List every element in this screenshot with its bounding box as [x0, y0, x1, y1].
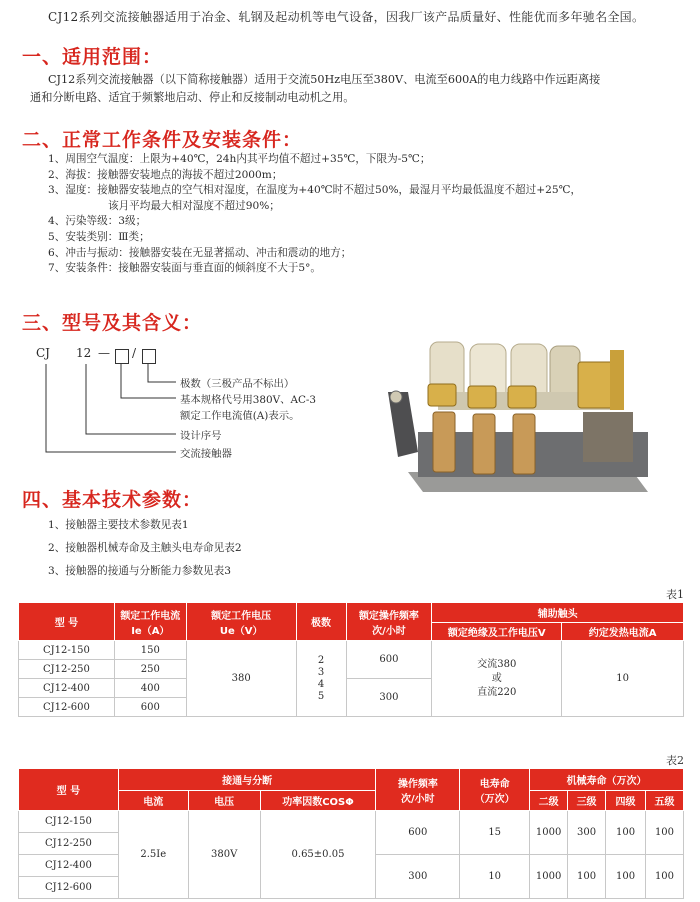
t2-header-elife-line2: （万次） — [474, 793, 515, 805]
intro-text: CJ12系列交流接触器适用于冶金、轧钢及起动机等电气设备，因我厂该产品质量好、性能优而多年驰名全国。 — [48, 10, 645, 24]
t1-header-poles: 极数 — [296, 603, 346, 641]
t1-model: CJ12-600 — [19, 698, 115, 717]
model-designation-diagram — [36, 342, 366, 467]
ac-contactor-label: 交流接触器 — [180, 448, 232, 460]
table1-label: 表1 — [666, 588, 684, 601]
section1-line-1: CJ12系列交流接触器（以下简称接触器）适用于交流50Hz电压至380V、电流至600A的电力线路中作远距离接 — [48, 73, 601, 86]
t1-pole: 2 — [317, 654, 325, 666]
t1-voltage: 380 — [186, 641, 296, 717]
t2-header-freq — [376, 769, 460, 811]
section3-title: 三、型号及其含义： — [22, 312, 203, 334]
model-prefix: CJ — [36, 346, 50, 360]
condition-item: 该月平均最大相对湿度不超过90%； — [108, 199, 280, 212]
t2-mlife: 1000 — [530, 855, 568, 899]
t2-header-freq-line2: 次/小时 — [401, 793, 435, 805]
design-seq-label: 设计序号 — [180, 430, 222, 442]
t1-pole: 3 — [317, 666, 325, 678]
t1-pole: 5 — [317, 690, 325, 702]
contactor-product-image — [378, 322, 674, 502]
section1-line-2: 通和分断电路、适宜于频繁地启动、停止和反接制动电动机之用。 — [30, 91, 355, 104]
t2-model: CJ12-150 — [19, 811, 119, 833]
t1-aux-current: 10 — [562, 641, 684, 717]
t1-header-current-line1: 额定工作电流 — [120, 610, 181, 622]
t1-current: 400 — [114, 679, 186, 698]
t1-poles — [296, 641, 346, 717]
t1-freq: 600 — [346, 641, 432, 679]
t2-header-grade: 四级 — [606, 791, 646, 811]
t2-elife: 10 — [460, 855, 530, 899]
t1-model: CJ12-250 — [19, 660, 115, 679]
t2-voltage: 380V — [188, 811, 260, 899]
section2-title: 二、正常工作条件及安装条件： — [22, 129, 303, 151]
t1-aux-voltage-line: 直流220 — [477, 686, 517, 698]
t2-mlife: 100 — [568, 855, 606, 899]
model-number: 12 — [76, 346, 92, 360]
t1-header-current-line2: Ie（A） — [131, 625, 170, 637]
t1-pole: 4 — [317, 678, 325, 690]
t1-header-current — [114, 603, 186, 641]
condition-item: 7、安装条件：接触器安装面与垂直面的倾斜度不大于5°。 — [48, 262, 322, 275]
t1-aux-voltage — [432, 641, 562, 717]
t1-header-model: 型 号 — [19, 603, 115, 641]
t1-aux-voltage-line: 或 — [491, 672, 502, 684]
t2-header-current: 电流 — [118, 791, 188, 811]
condition-item: 1、周围空气温度：上限为+40℃，24h内其平均值不超过+35℃，下限为-5℃； — [48, 153, 431, 165]
t2-header-grade: 五级 — [645, 791, 683, 811]
t2-mlife: 1000 — [530, 811, 568, 855]
t1-header-freq — [346, 603, 432, 641]
t2-pf: 0.65±0.05 — [260, 811, 376, 899]
t2-header-freq-line1: 操作频率 — [397, 778, 438, 790]
t1-header-freq-line1: 额定操作频率 — [358, 610, 419, 622]
condition-item: 4、污染等级：3级； — [48, 215, 147, 228]
section4-title: 四、基本技术参数： — [22, 489, 203, 511]
t1-model: CJ12-400 — [19, 679, 115, 698]
t2-elife: 15 — [460, 811, 530, 855]
t2-model: CJ12-600 — [19, 877, 119, 899]
param-item: 1、接触器主要技术参数见表1 — [48, 519, 189, 531]
t2-model: CJ12-250 — [19, 833, 119, 855]
t1-aux-voltage-line: 交流380 — [477, 658, 517, 670]
section2-list — [48, 152, 581, 277]
t1-model: CJ12-150 — [19, 641, 115, 660]
t2-header-model: 型 号 — [19, 769, 119, 811]
t1-header-voltage — [186, 603, 296, 641]
t1-current: 250 — [114, 660, 186, 679]
t2-header-voltage: 电压 — [188, 791, 260, 811]
t2-freq: 300 — [376, 855, 460, 899]
t2-header-mlife: 机械寿命（万次） — [530, 769, 684, 791]
condition-item: 6、冲击与振动：接触器安装在无显著摇动、冲击和震动的地方； — [48, 246, 352, 259]
t1-current: 150 — [114, 641, 186, 660]
condition-item: 3、湿度：接触器安装地点的空气相对湿度，在温度为+40℃时不超过50%，最湿月平均最低温度不超过+25℃， — [48, 184, 582, 197]
t1-current: 600 — [114, 698, 186, 717]
t2-header-make-break: 接通与分断 — [118, 769, 376, 791]
table2 — [18, 768, 684, 899]
condition-item: 5、安装类别：Ⅲ类； — [48, 230, 150, 243]
t2-mlife: 100 — [645, 811, 683, 855]
t1-freq: 300 — [346, 679, 432, 717]
t1-header-freq-line2: 次/小时 — [372, 625, 406, 637]
t2-mlife: 100 — [645, 855, 683, 899]
model-dash: — — [98, 346, 110, 360]
rated-current-label: 额定工作电流值(A)表示。 — [180, 410, 300, 422]
condition-item: 2、海拔：接触器安装地点的海拔不超过2000m； — [48, 168, 283, 181]
t2-mlife: 100 — [606, 811, 646, 855]
model-slash: / — [132, 346, 137, 360]
t2-header-grade: 二级 — [530, 791, 568, 811]
t1-header-aux: 辅助触头 — [432, 603, 684, 623]
t1-header-voltage-line2: Ue（V） — [219, 625, 263, 637]
spec-code-label: 基本规格代号用380V、AC-3 — [180, 394, 317, 406]
section1-title: 一、适用范围： — [22, 46, 163, 68]
param-item: 2、接触器机械寿命及主触头电寿命见表2 — [48, 542, 242, 554]
t2-header-elife-line1: 电寿命 — [479, 778, 510, 790]
t1-header-aux-voltage: 额定绝缘及工作电压V — [432, 623, 562, 641]
t2-header-elife — [460, 769, 530, 811]
t2-header-grade: 三级 — [568, 791, 606, 811]
section4-list — [48, 514, 242, 583]
t2-model: CJ12-400 — [19, 855, 119, 877]
t1-header-aux-current: 约定发热电流A — [562, 623, 684, 641]
param-item: 3、接触器的接通与分断能力参数见表3 — [48, 565, 231, 577]
table1 — [18, 602, 684, 717]
t2-freq: 600 — [376, 811, 460, 855]
t2-header-pf: 功率因数COSΦ — [260, 791, 376, 811]
t2-mlife: 100 — [606, 855, 646, 899]
t2-mlife: 300 — [568, 811, 606, 855]
t2-current: 2.5Ie — [118, 811, 188, 899]
t1-header-voltage-line1: 额定工作电压 — [211, 610, 272, 622]
poles-label: 极数（三极产品不标出） — [180, 378, 295, 390]
table2-label: 表2 — [666, 754, 684, 767]
